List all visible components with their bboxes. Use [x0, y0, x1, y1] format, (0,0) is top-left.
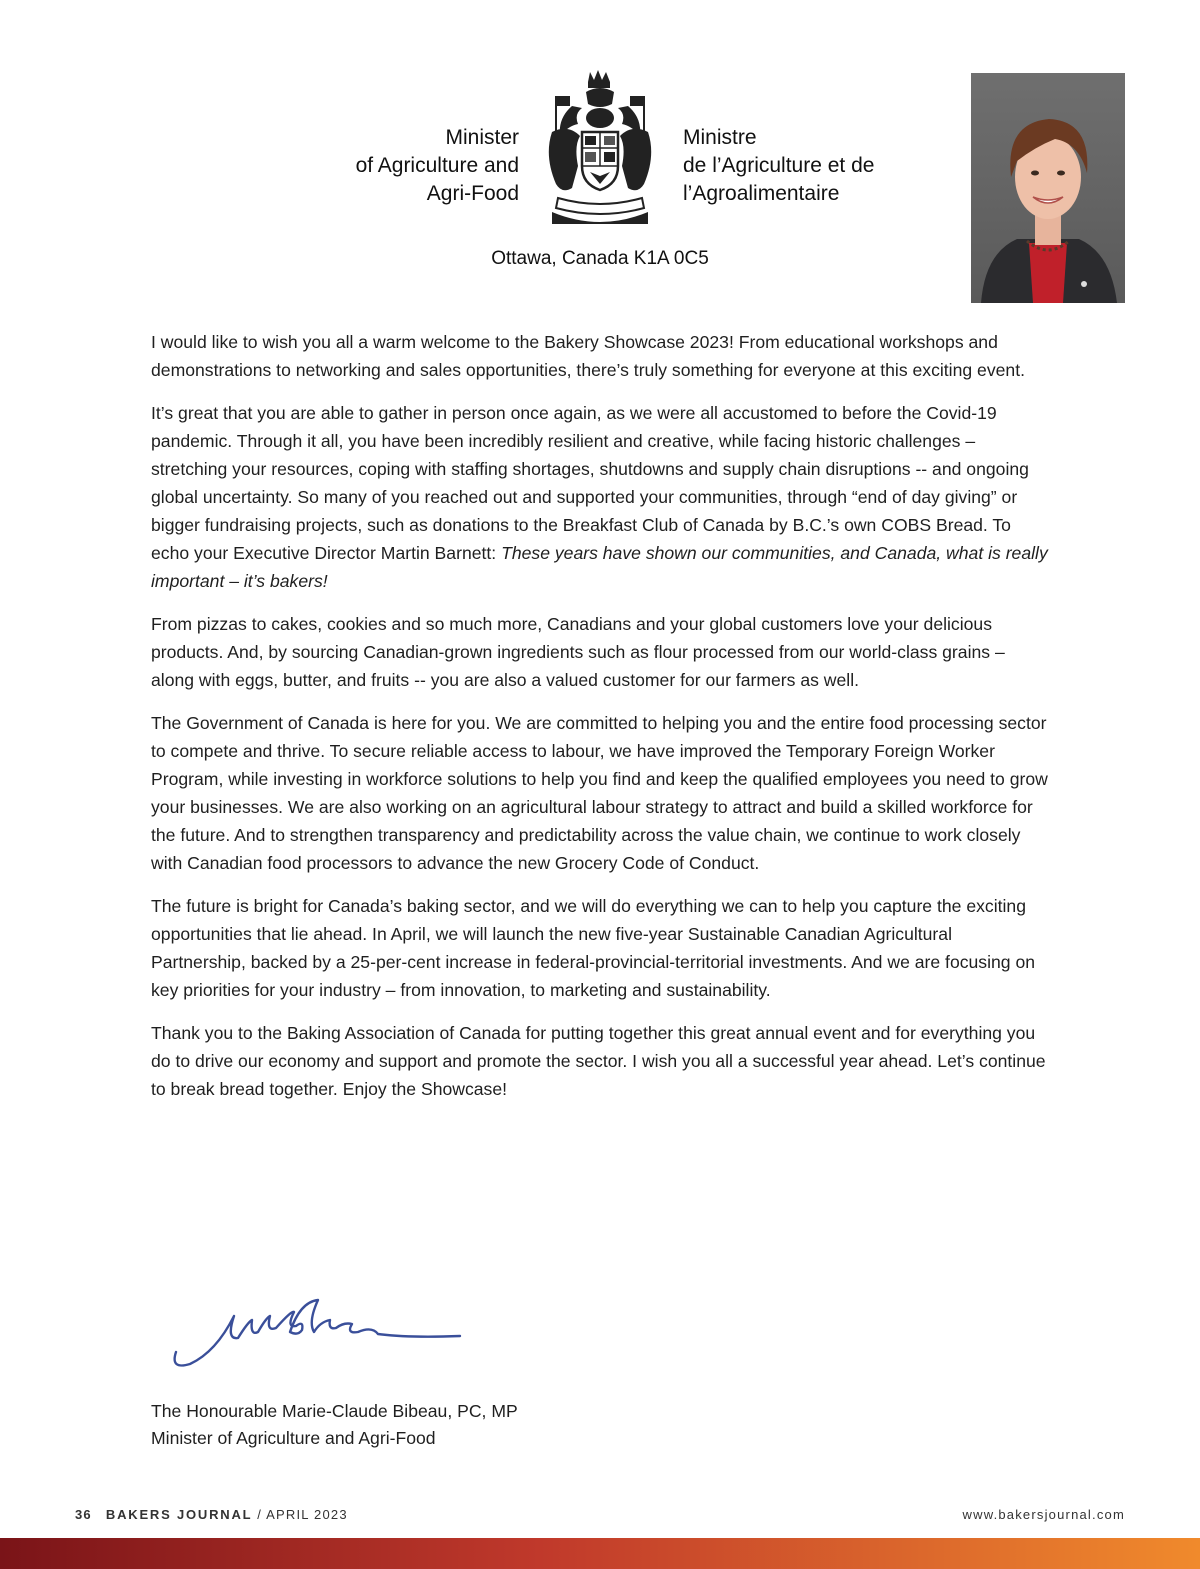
paragraph-5: The future is bright for Canada’s baking sector, and we will do everything we can to help you capture the exciting opportunities that lie ahead. In April, we will launch the new five-year Sustainable Canadian Agricultural Partnership, backed by a 25-per-cent increase in federal-provincial-territorial investments. And we are focusing on key priorities for your industry – from innovation, to marketing and sustainability. — [151, 896, 1036, 1000]
handwritten-signature — [168, 1292, 468, 1372]
coat-of-arms-icon — [538, 66, 662, 228]
website-url: www.bakersjournal.com — [962, 1507, 1125, 1522]
letter-body — [151, 328, 1051, 1118]
issue-date: / APRIL 2023 — [252, 1507, 348, 1522]
paragraph-6: Thank you to the Baking Association of Canada for putting together this great annual event and for everything you do to drive our economy and support and promote the sector. I wish you all a successful year ahead. Let’s continue to break bread together. Enjoy the Showcase! — [151, 1023, 1046, 1099]
minister-portrait-photo — [971, 73, 1125, 303]
paragraph-2 — [151, 399, 1051, 595]
fr-line-1: Ministre — [683, 126, 757, 149]
minister-title-french — [683, 124, 874, 208]
en-line-2: of Agriculture and — [355, 154, 519, 177]
signoff-title: Minister of Agriculture and Agri-Food — [151, 1428, 436, 1448]
paragraph-2-text: It’s great that you are able to gather in person once again, as we were all accustomed to before the Covid-19 pandemic. Through it all, you have been incredibly resilient and creative, while facing historic challenges – stretching your resources, coping with staffing shortages, shutdowns and supply chain disruptions -- and ongoing global uncertainty. So many of you reached out and supported your communities, through “end of day giving” or bigger fundraising projects, such as donations to the Breakfast Club of Canada by B.C.’s own COBS Bread. To echo your Executive Director Martin Barnett: — [151, 403, 1029, 563]
signoff-name: The Honourable Marie-Claude Bibeau, PC, MP — [151, 1401, 518, 1421]
letterhead-address: Ottawa, Canada K1A 0C5 — [491, 248, 709, 269]
paragraph-2-quote: These years have shown our communities, and Canada, what is really important – it’s bakers! — [151, 543, 1048, 591]
paragraph-4: The Government of Canada is here for you. We are committed to helping you and the entire food processing sector to compete and thrive. To secure reliable access to labour, we have improved the Temporary Foreign Worker Program, while investing in workforce solutions to help you find and keep the qualified employees you need to grow your businesses. We are also working on an agricultural labour strategy to attract and build a skilled workforce for the future. And to strengthen transparency and predictability across the value chain, we continue to work closely with Canadian food processors to advance the new Grocery Code of Conduct. — [151, 713, 1048, 873]
fr-line-2: de l’Agriculture et de — [683, 154, 875, 177]
fr-line-3: l’Agroalimentaire — [683, 182, 840, 205]
paragraph-1: I would like to wish you all a warm welcome to the Bakery Showcase 2023! From educational workshops and demonstrations to networking and sales opportunities, there’s truly something for everyone at this exciting event. — [151, 332, 1025, 380]
page-footer — [75, 1507, 348, 1522]
signoff-block — [151, 1398, 518, 1452]
en-line-3: Agri-Food — [426, 182, 519, 205]
paragraph-3: From pizzas to cakes, cookies and so much more, Canadians and your global customers love your delicious products. And, by sourcing Canadian-grown ingredients such as flour processed from our world-class grains – along with eggs, butter, and fruits -- you are also a valued customer for our farmers as well. — [151, 614, 1005, 690]
magazine-name: BAKERS JOURNAL — [105, 1507, 253, 1522]
footer-gradient-bar — [0, 1538, 1200, 1569]
portrait-illustration — [971, 73, 1125, 303]
en-line-1: Minister — [445, 126, 519, 149]
page-number: 36 — [75, 1507, 92, 1522]
minister-title-english — [356, 124, 519, 208]
